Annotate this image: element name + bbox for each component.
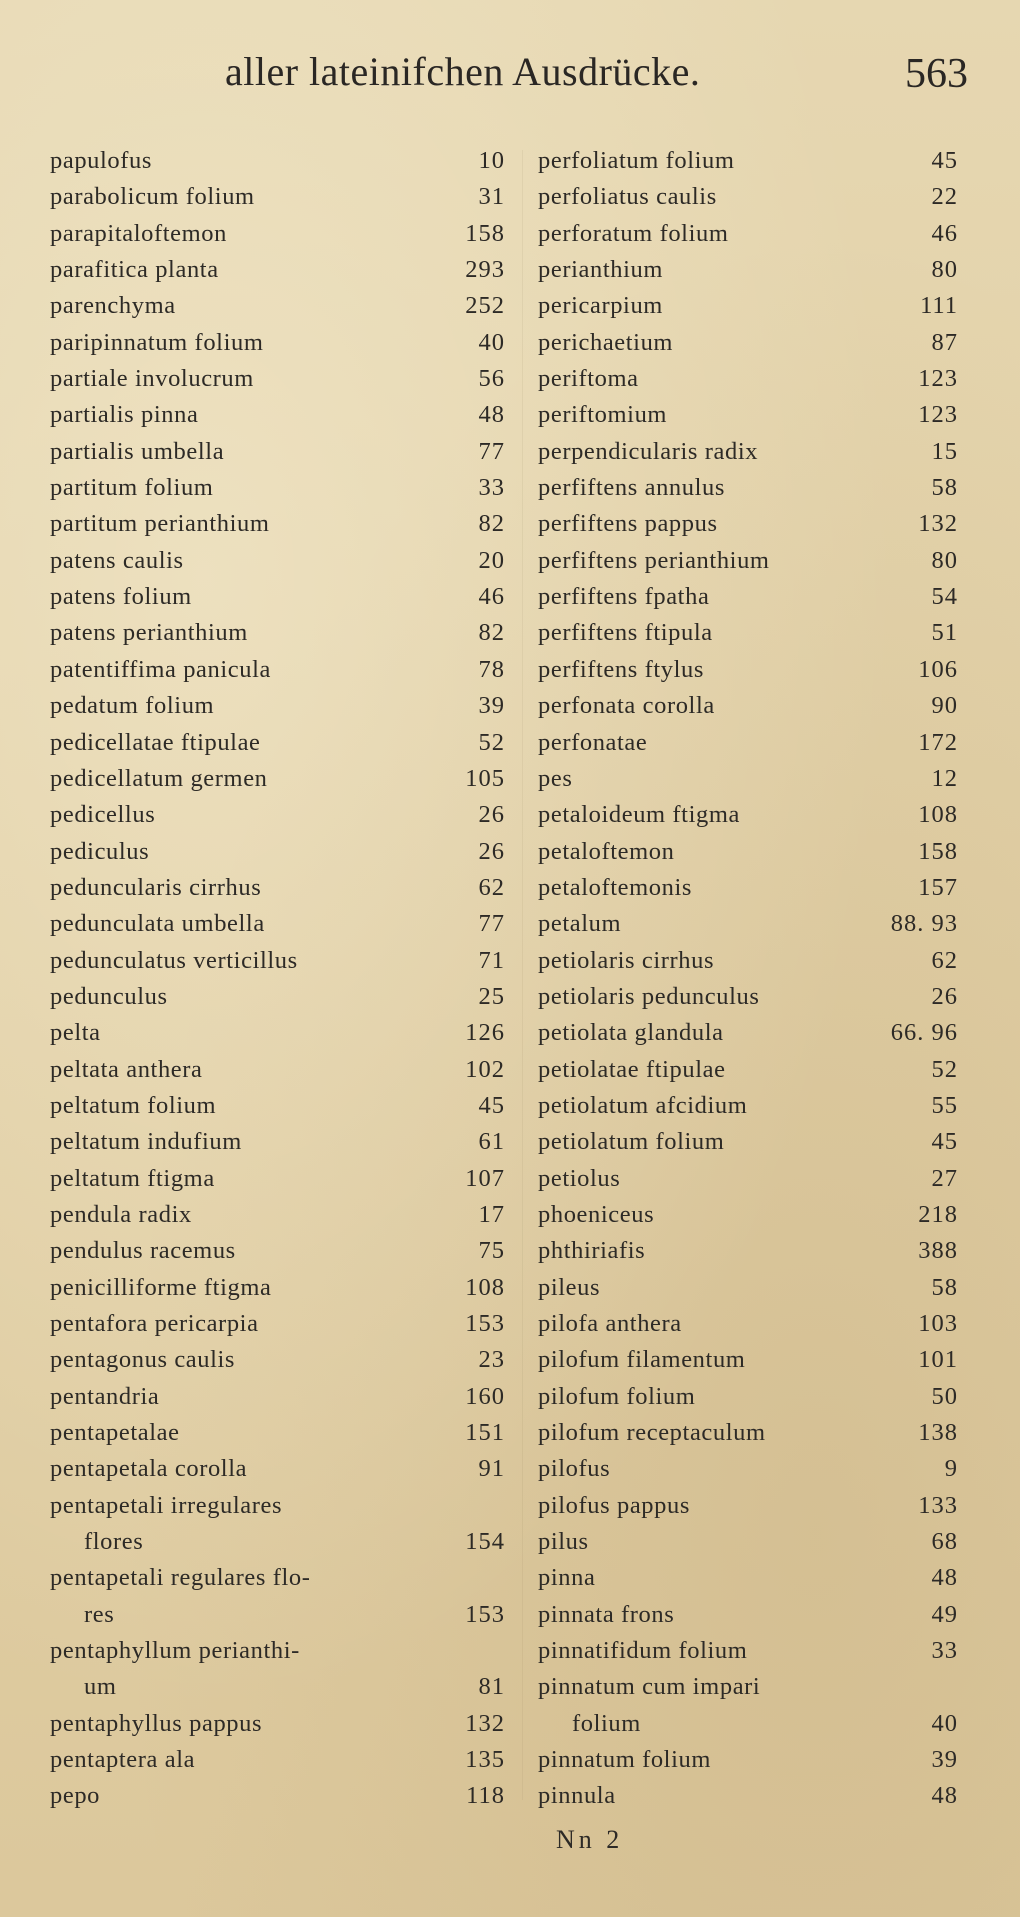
page-reference: 51 (931, 619, 958, 647)
index-entry (538, 1451, 958, 1487)
page-reference: 58 (931, 1273, 958, 1301)
page-reference: 172 (918, 728, 958, 756)
page-reference: 27 (931, 1164, 958, 1192)
page-reference: 46 (931, 219, 958, 247)
index-entry (50, 943, 505, 979)
page-reference: 77 (478, 910, 505, 938)
index-term: pentaphyllum perianthi- (50, 1637, 300, 1665)
index-entry (50, 1306, 505, 1342)
index-term: pentaphyllus pappus (50, 1709, 263, 1737)
index-term: pinnatum folium (538, 1746, 711, 1774)
page-reference: 66. 96 (890, 1019, 958, 1047)
index-entry (538, 397, 958, 433)
index-entry (538, 1124, 958, 1160)
index-entry (50, 870, 505, 906)
page-reference: 105 (465, 764, 505, 792)
index-term: flores (84, 1528, 144, 1556)
page-reference: 75 (478, 1237, 505, 1265)
index-entry (50, 506, 505, 542)
index-entry (50, 288, 505, 324)
page-reference: 103 (918, 1310, 958, 1337)
index-term: pediculus (50, 837, 150, 865)
index-term: partiale involucrum (50, 365, 254, 393)
index-term: petiolatae ftipulae (538, 1055, 726, 1083)
page-reference: 49 (931, 1600, 958, 1628)
index-entry (538, 1233, 958, 1269)
index-entry (50, 906, 505, 942)
index-term: pericarpium (538, 292, 663, 320)
page-reference: 153 (465, 1600, 505, 1628)
index-entry (538, 1306, 958, 1342)
index-term: pentapetali irregulares (50, 1491, 283, 1519)
index-entry (50, 1778, 505, 1814)
page-reference: 87 (931, 328, 958, 356)
page-reference: 153 (465, 1310, 505, 1337)
page-reference: 31 (478, 183, 505, 211)
index-entry (50, 216, 505, 252)
index-term: phoeniceus (538, 1200, 655, 1228)
index-term: pinna (538, 1564, 596, 1592)
signature-mark: Nn 2 (556, 1825, 624, 1854)
index-entry (50, 1633, 505, 1669)
page-reference: 101 (918, 1346, 958, 1374)
page-reference: 45 (931, 147, 958, 174)
index-entry (50, 1270, 505, 1306)
index-entry (50, 179, 505, 215)
index-term: pedicellatum germen (50, 764, 268, 792)
index-term: pentapetali regulares flo- (50, 1564, 311, 1592)
index-column-right (538, 143, 958, 1815)
index-term: pentapetala corolla (50, 1455, 248, 1483)
page-reference: 22 (931, 183, 958, 211)
index-term: periftoma (538, 365, 639, 393)
index-term: patens perianthium (50, 619, 248, 647)
index-entry (538, 216, 958, 252)
page-reference: 90 (931, 692, 958, 720)
page-reference: 77 (478, 437, 505, 465)
index-entry (50, 1197, 505, 1233)
index-term: res (84, 1600, 115, 1628)
index-entry (50, 1597, 505, 1633)
page-reference: 39 (478, 692, 505, 720)
index-term: petaloftemonis (538, 873, 693, 901)
page-reference: 151 (465, 1419, 505, 1447)
index-entry (50, 652, 505, 688)
page-reference: 52 (478, 728, 505, 756)
page-reference: 48 (931, 1782, 958, 1810)
page-reference: 45 (478, 1091, 505, 1119)
page-reference: 48 (931, 1564, 958, 1592)
index-entry (538, 543, 958, 579)
page-reference: 55 (931, 1091, 958, 1119)
page-reference: 80 (931, 256, 958, 284)
index-term: pentagonus caulis (50, 1346, 236, 1374)
index-term: pentandria (50, 1382, 160, 1410)
index-term: petiolaris cirrhus (538, 946, 715, 974)
page-reference: 54 (931, 583, 958, 611)
index-term: petiolata glandula (538, 1019, 724, 1047)
index-entry (50, 761, 505, 797)
index-entry (50, 143, 505, 179)
page-reference: 133 (918, 1491, 958, 1519)
page-reference: 158 (918, 837, 958, 865)
index-entry (538, 361, 958, 397)
index-entry (538, 1778, 958, 1814)
index-entry (538, 834, 958, 870)
page-reference: 154 (465, 1528, 505, 1556)
index-entry (50, 252, 505, 288)
index-entry (50, 1379, 505, 1415)
index-term: partitum perianthium (50, 510, 270, 538)
index-entry (538, 1052, 958, 1088)
index-entry (538, 470, 958, 506)
page-reference: 91 (478, 1455, 505, 1483)
index-term: perfiftens pappus (538, 510, 718, 538)
index-entry (538, 906, 958, 942)
index-entry (50, 1488, 505, 1524)
index-term: peduncularis cirrhus (50, 873, 262, 901)
index-entry (538, 1270, 958, 1306)
index-term: petiolus (538, 1164, 621, 1192)
index-entry (50, 397, 505, 433)
index-term: petaloftemon (538, 837, 675, 865)
index-entry (50, 797, 505, 833)
index-entry (50, 543, 505, 579)
index-entry (50, 1161, 505, 1197)
index-term: perfoliatus caulis (538, 183, 717, 211)
index-term: paripinnatum folium (50, 328, 264, 356)
page-reference: 78 (478, 655, 505, 683)
index-entry (538, 652, 958, 688)
page-reference: 26 (478, 837, 505, 865)
page-reference: 61 (478, 1128, 505, 1156)
index-entry (538, 615, 958, 651)
page-reference: 17 (478, 1200, 505, 1228)
page-reference: 252 (465, 292, 505, 320)
index-entry (538, 579, 958, 615)
index-entry (538, 1669, 958, 1705)
index-term: perfiftens perianthium (538, 546, 770, 574)
page-reference: 46 (478, 583, 505, 611)
page-reference: 123 (918, 401, 958, 429)
index-term: phthiriafis (538, 1237, 646, 1265)
index-term: patens folium (50, 583, 192, 611)
index-entry (50, 1560, 505, 1596)
page-reference: 56 (478, 365, 505, 393)
index-entry (538, 725, 958, 761)
index-entry (538, 1415, 958, 1451)
index-term: partitum folium (50, 474, 214, 502)
page-reference: 135 (465, 1746, 505, 1774)
index-entry (538, 870, 958, 906)
page-reference: 33 (478, 474, 505, 502)
index-entry (538, 979, 958, 1015)
index-term: pilus (538, 1528, 589, 1556)
index-entry (538, 1560, 958, 1596)
index-term: pinnata frons (538, 1600, 675, 1628)
index-entry (538, 325, 958, 361)
index-entry (50, 325, 505, 361)
index-entry (50, 1415, 505, 1451)
index-entry (538, 288, 958, 324)
index-term: perfiftens ftipula (538, 619, 713, 647)
index-entry (50, 979, 505, 1015)
page-reference: 118 (466, 1782, 505, 1810)
index-term: perfonatae (538, 728, 648, 756)
index-term: parapitaloftemon (50, 219, 227, 247)
index-term: pentaptera ala (50, 1746, 196, 1774)
page-reference: 160 (465, 1382, 505, 1410)
index-entry (50, 1706, 505, 1742)
index-term: pedicellus (50, 801, 156, 829)
index-term: um (84, 1673, 117, 1701)
index-entry (50, 1451, 505, 1487)
index-term: pentafora pericarpia (50, 1310, 259, 1337)
index-term: pilofus (538, 1455, 611, 1483)
index-term: pilofus pappus (538, 1491, 690, 1519)
index-term: pendula radix (50, 1200, 192, 1228)
page-reference: 108 (465, 1273, 505, 1301)
index-entry (538, 506, 958, 542)
page-reference: 52 (931, 1055, 958, 1083)
page-reference: 23 (478, 1346, 505, 1374)
index-term: perfonata corolla (538, 692, 715, 720)
page-reference: 108 (918, 801, 958, 829)
index-term: pepo (50, 1782, 101, 1810)
index-entry (50, 1233, 505, 1269)
page-reference: 33 (931, 1637, 958, 1665)
index-entry (50, 615, 505, 651)
index-term: parenchyma (50, 292, 176, 320)
index-term: parabolicum folium (50, 183, 255, 211)
page-reference: 107 (465, 1164, 505, 1192)
index-term: petalum (538, 910, 622, 938)
index-term: pelta (50, 1019, 101, 1047)
index-term: pes (538, 764, 573, 792)
index-term: pedatum folium (50, 692, 215, 720)
index-entry (50, 1124, 505, 1160)
index-entry (538, 1342, 958, 1378)
page-reference: 82 (478, 619, 505, 647)
index-entry (50, 1742, 505, 1778)
page-reference: 82 (478, 510, 505, 538)
index-term: pilofum filamentum (538, 1346, 746, 1374)
index-term: pedunculata umbella (50, 910, 265, 938)
page-reference: 80 (931, 546, 958, 574)
index-term: petiolaris pedunculus (538, 982, 760, 1010)
index-entry (50, 1088, 505, 1124)
page-reference: 40 (478, 328, 505, 356)
index-entry (50, 834, 505, 870)
page-reference: 15 (931, 437, 958, 465)
index-entry (538, 1197, 958, 1233)
index-entry (50, 470, 505, 506)
page-reference: 132 (918, 510, 958, 538)
index-term: pilofum folium (538, 1382, 696, 1410)
index-term: perfiftens ftylus (538, 655, 705, 683)
index-term: papulofus (50, 147, 153, 174)
page-number: 563 (905, 51, 968, 97)
index-term: petaloideum ftigma (538, 801, 740, 829)
page-reference: 111 (920, 292, 958, 320)
index-term: periftomium (538, 401, 668, 429)
index-term: peltata anthera (50, 1055, 203, 1083)
index-entry (538, 943, 958, 979)
index-entry (538, 1379, 958, 1415)
index-entry (538, 1088, 958, 1124)
page-reference: 138 (918, 1419, 958, 1447)
index-term: partialis umbella (50, 437, 225, 465)
index-entry (538, 688, 958, 724)
index-entry (538, 1015, 958, 1051)
running-title: aller lateinifchen Ausdrücke. (225, 49, 701, 94)
index-term: peltatum indufium (50, 1128, 242, 1156)
page-reference: 48 (478, 401, 505, 429)
index-term: perfoliatum folium (538, 147, 735, 174)
index-entry (538, 179, 958, 215)
index-term: folium (572, 1709, 641, 1737)
index-entry (538, 1488, 958, 1524)
page-reference: 26 (931, 982, 958, 1010)
index-term: pentapetalae (50, 1419, 180, 1447)
page-reference: 157 (918, 873, 958, 901)
index-term: penicilliforme ftigma (50, 1273, 272, 1301)
index-term: pedicellatae ftipulae (50, 728, 261, 756)
index-term: pedunculatus verticillus (50, 946, 298, 974)
index-term: pendulus racemus (50, 1237, 236, 1265)
index-term: pinnatum cum impari (538, 1673, 761, 1701)
index-column-left (50, 143, 505, 1815)
index-term: perfiftens fpatha (538, 583, 710, 611)
column-divider (522, 150, 523, 1800)
index-entry (50, 1015, 505, 1051)
index-entry (50, 1052, 505, 1088)
index-entry (50, 1669, 505, 1705)
index-entry (538, 1597, 958, 1633)
index-entry (538, 252, 958, 288)
index-term: partialis pinna (50, 401, 199, 429)
index-entry (538, 1161, 958, 1197)
index-term: peltatum folium (50, 1091, 217, 1119)
index-entry (50, 579, 505, 615)
page-reference: 62 (478, 873, 505, 901)
page-reference: 126 (465, 1019, 505, 1047)
page-reference: 102 (465, 1055, 505, 1083)
index-entry (538, 761, 958, 797)
index-term: perichaetium (538, 328, 674, 356)
page-reference: 81 (478, 1673, 505, 1701)
page-reference: 132 (465, 1709, 505, 1737)
index-term: pileus (538, 1273, 601, 1301)
index-entry (50, 688, 505, 724)
index-entry (50, 725, 505, 761)
index-entry (538, 797, 958, 833)
page-reference: 12 (931, 764, 958, 792)
page-reference: 62 (931, 946, 958, 974)
page-reference: 388 (918, 1237, 958, 1265)
page-reference: 158 (465, 219, 505, 247)
index-entry (50, 434, 505, 470)
index-entry (50, 1342, 505, 1378)
index-term: peltatum ftigma (50, 1164, 215, 1192)
page-reference: 9 (944, 1455, 958, 1483)
page-reference: 88. 93 (890, 910, 958, 938)
index-entry (538, 1524, 958, 1560)
index-term: pinnula (538, 1782, 616, 1810)
index-entry (538, 1633, 958, 1669)
page-reference: 10 (478, 147, 505, 174)
index-entry (538, 143, 958, 179)
index-term: petiolatum afcidium (538, 1091, 748, 1119)
index-entry (538, 1742, 958, 1778)
index-entry (50, 1524, 505, 1560)
index-term: patentiffima panicula (50, 655, 271, 683)
index-term: patens caulis (50, 546, 184, 574)
index-term: perianthium (538, 256, 663, 284)
page-header (0, 48, 1020, 108)
page-reference: 293 (465, 256, 505, 284)
index-term: perfiftens annulus (538, 474, 726, 502)
page-reference: 25 (478, 982, 505, 1010)
page-reference: 58 (931, 474, 958, 502)
index-entry (538, 434, 958, 470)
index-term: pinnatifidum folium (538, 1637, 748, 1665)
page-reference: 68 (931, 1528, 958, 1556)
index-term: perpendicularis radix (538, 437, 759, 465)
index-term: parafitica planta (50, 256, 219, 284)
page-reference: 50 (931, 1382, 958, 1410)
page-reference: 39 (931, 1746, 958, 1774)
page-reference: 40 (931, 1709, 958, 1737)
page-reference: 218 (918, 1200, 958, 1228)
page-reference: 20 (478, 546, 505, 574)
page-reference: 106 (918, 655, 958, 683)
index-term: pedunculus (50, 982, 168, 1010)
page-reference: 26 (478, 801, 505, 829)
page-reference: 71 (478, 946, 505, 974)
page-reference: 45 (931, 1128, 958, 1156)
page-reference: 123 (918, 365, 958, 393)
index-entry (50, 361, 505, 397)
index-term: perforatum folium (538, 219, 729, 247)
index-term: pilofa anthera (538, 1310, 682, 1337)
index-entry (538, 1706, 958, 1742)
index-term: petiolatum folium (538, 1128, 725, 1156)
index-term: pilofum receptaculum (538, 1419, 766, 1447)
